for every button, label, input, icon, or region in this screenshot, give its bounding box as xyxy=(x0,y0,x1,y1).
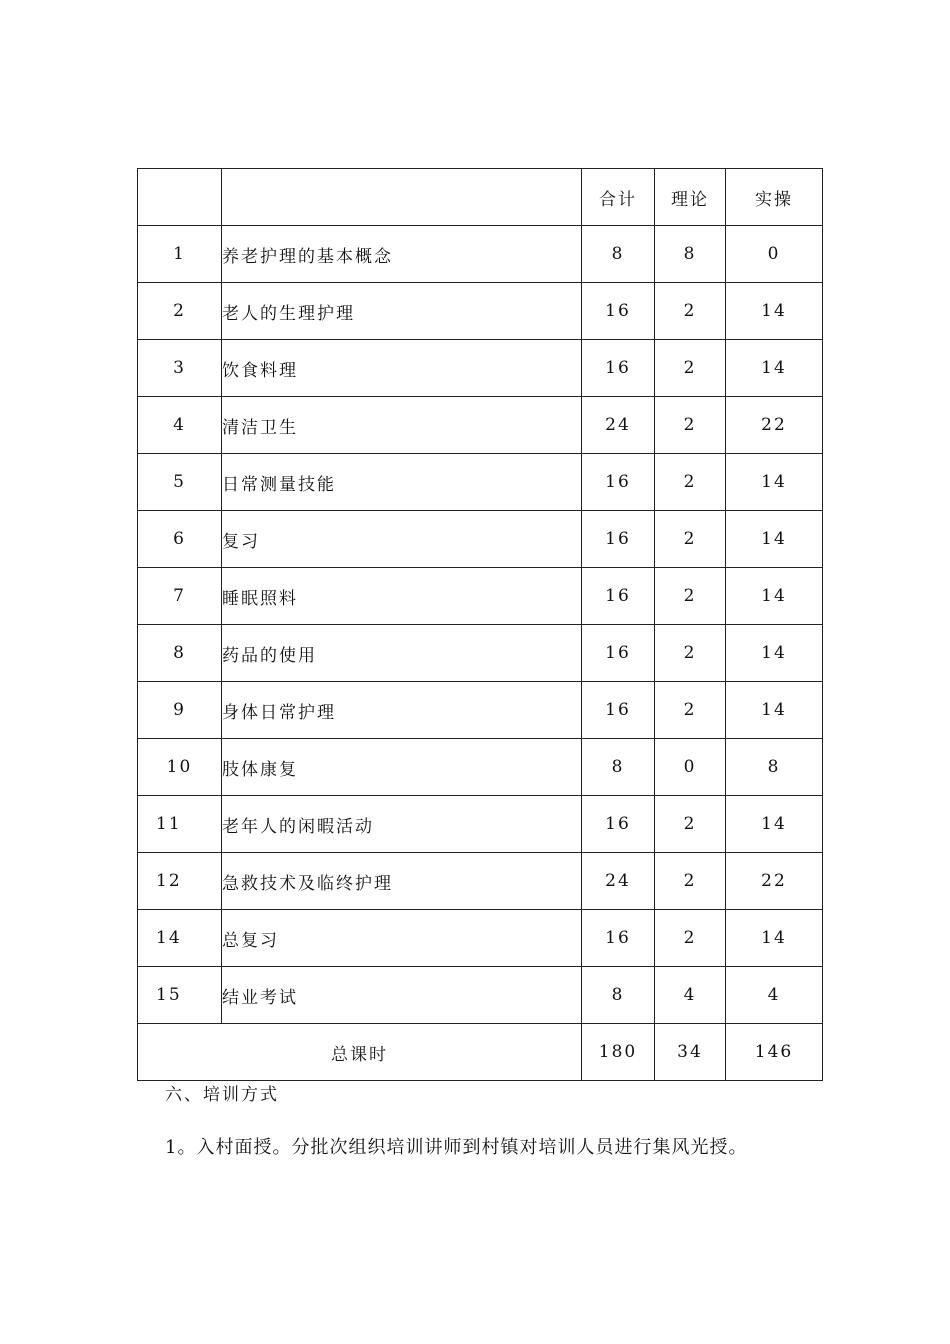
row-no: 6 xyxy=(138,511,222,568)
row-theory: 2 xyxy=(655,454,726,511)
table-row xyxy=(138,283,823,340)
table-row xyxy=(138,454,823,511)
row-course: 肢体康复 xyxy=(222,739,582,796)
row-practice: 14 xyxy=(726,283,823,340)
row-theory: 2 xyxy=(655,511,726,568)
row-no: 10 xyxy=(138,739,222,796)
table-row xyxy=(138,682,823,739)
header-practice: 实操 xyxy=(726,169,823,226)
row-total: 16 xyxy=(582,625,655,682)
row-theory: 2 xyxy=(655,796,726,853)
row-theory: 2 xyxy=(655,910,726,967)
row-total: 8 xyxy=(582,739,655,796)
row-practice: 4 xyxy=(726,967,823,1024)
row-theory: 4 xyxy=(655,967,726,1024)
row-total: 16 xyxy=(582,796,655,853)
row-total: 24 xyxy=(582,853,655,910)
row-course: 结业考试 xyxy=(222,967,582,1024)
table-header-row xyxy=(138,169,823,226)
row-no: 7 xyxy=(138,568,222,625)
row-practice: 22 xyxy=(726,397,823,454)
row-course: 老人的生理护理 xyxy=(222,283,582,340)
table-row xyxy=(138,226,823,283)
row-no: 12 xyxy=(138,853,222,910)
footer-total: 180 xyxy=(582,1024,655,1081)
footer-theory: 34 xyxy=(655,1024,726,1081)
row-theory: 2 xyxy=(655,682,726,739)
row-practice: 14 xyxy=(726,511,823,568)
row-course: 养老护理的基本概念 xyxy=(222,226,582,283)
table-row xyxy=(138,967,823,1024)
row-no: 8 xyxy=(138,625,222,682)
row-course: 饮食料理 xyxy=(222,340,582,397)
row-theory: 2 xyxy=(655,397,726,454)
row-no: 4 xyxy=(138,397,222,454)
table-footer-row xyxy=(138,1024,823,1081)
row-practice: 14 xyxy=(726,454,823,511)
row-practice: 14 xyxy=(726,568,823,625)
row-no: 14 xyxy=(138,910,222,967)
row-total: 8 xyxy=(582,226,655,283)
row-total: 16 xyxy=(582,454,655,511)
row-total: 16 xyxy=(582,682,655,739)
row-theory: 8 xyxy=(655,226,726,283)
row-practice: 14 xyxy=(726,682,823,739)
table-row xyxy=(138,910,823,967)
row-course: 身体日常护理 xyxy=(222,682,582,739)
row-course: 复习 xyxy=(222,511,582,568)
row-course: 日常测量技能 xyxy=(222,454,582,511)
table-row xyxy=(138,796,823,853)
row-course: 老年人的闲暇活动 xyxy=(222,796,582,853)
curriculum-table-body xyxy=(138,169,823,1081)
row-course: 急救技术及临终护理 xyxy=(222,853,582,910)
footer-practice: 146 xyxy=(726,1024,823,1081)
row-practice: 14 xyxy=(726,340,823,397)
row-course: 清洁卫生 xyxy=(222,397,582,454)
row-theory: 0 xyxy=(655,739,726,796)
row-total: 24 xyxy=(582,397,655,454)
table-row xyxy=(138,853,823,910)
footer-total-label: 总课时 xyxy=(138,1024,582,1081)
row-no: 3 xyxy=(138,340,222,397)
row-theory: 2 xyxy=(655,283,726,340)
row-no: 11 xyxy=(138,796,222,853)
row-practice: 8 xyxy=(726,739,823,796)
row-total: 16 xyxy=(582,340,655,397)
row-practice: 0 xyxy=(726,226,823,283)
row-practice: 14 xyxy=(726,910,823,967)
row-no: 1 xyxy=(138,226,222,283)
paragraph-1: 1。入村面授。分批次组织培训讲师到村镇对培训人员进行集风光授。 xyxy=(165,1137,748,1158)
table-row xyxy=(138,511,823,568)
row-course: 总复习 xyxy=(222,910,582,967)
header-total: 合计 xyxy=(582,169,655,226)
row-practice: 14 xyxy=(726,625,823,682)
row-theory: 2 xyxy=(655,340,726,397)
curriculum-table xyxy=(137,168,823,1081)
row-course: 睡眠照料 xyxy=(222,568,582,625)
row-total: 16 xyxy=(582,511,655,568)
header-no xyxy=(138,169,222,226)
section-heading: 六、培训方式 xyxy=(165,1085,279,1105)
row-theory: 2 xyxy=(655,853,726,910)
row-practice: 22 xyxy=(726,853,823,910)
row-theory: 2 xyxy=(655,568,726,625)
table-row xyxy=(138,340,823,397)
header-theory: 理论 xyxy=(655,169,726,226)
row-no: 9 xyxy=(138,682,222,739)
row-no: 2 xyxy=(138,283,222,340)
row-practice: 14 xyxy=(726,796,823,853)
table-row xyxy=(138,625,823,682)
table-row xyxy=(138,397,823,454)
row-total: 16 xyxy=(582,910,655,967)
table-row xyxy=(138,739,823,796)
row-total: 8 xyxy=(582,967,655,1024)
table-row xyxy=(138,568,823,625)
row-no: 15 xyxy=(138,967,222,1024)
row-no: 5 xyxy=(138,454,222,511)
header-course xyxy=(222,169,582,226)
row-course: 药品的使用 xyxy=(222,625,582,682)
row-total: 16 xyxy=(582,283,655,340)
row-theory: 2 xyxy=(655,625,726,682)
row-total: 16 xyxy=(582,568,655,625)
